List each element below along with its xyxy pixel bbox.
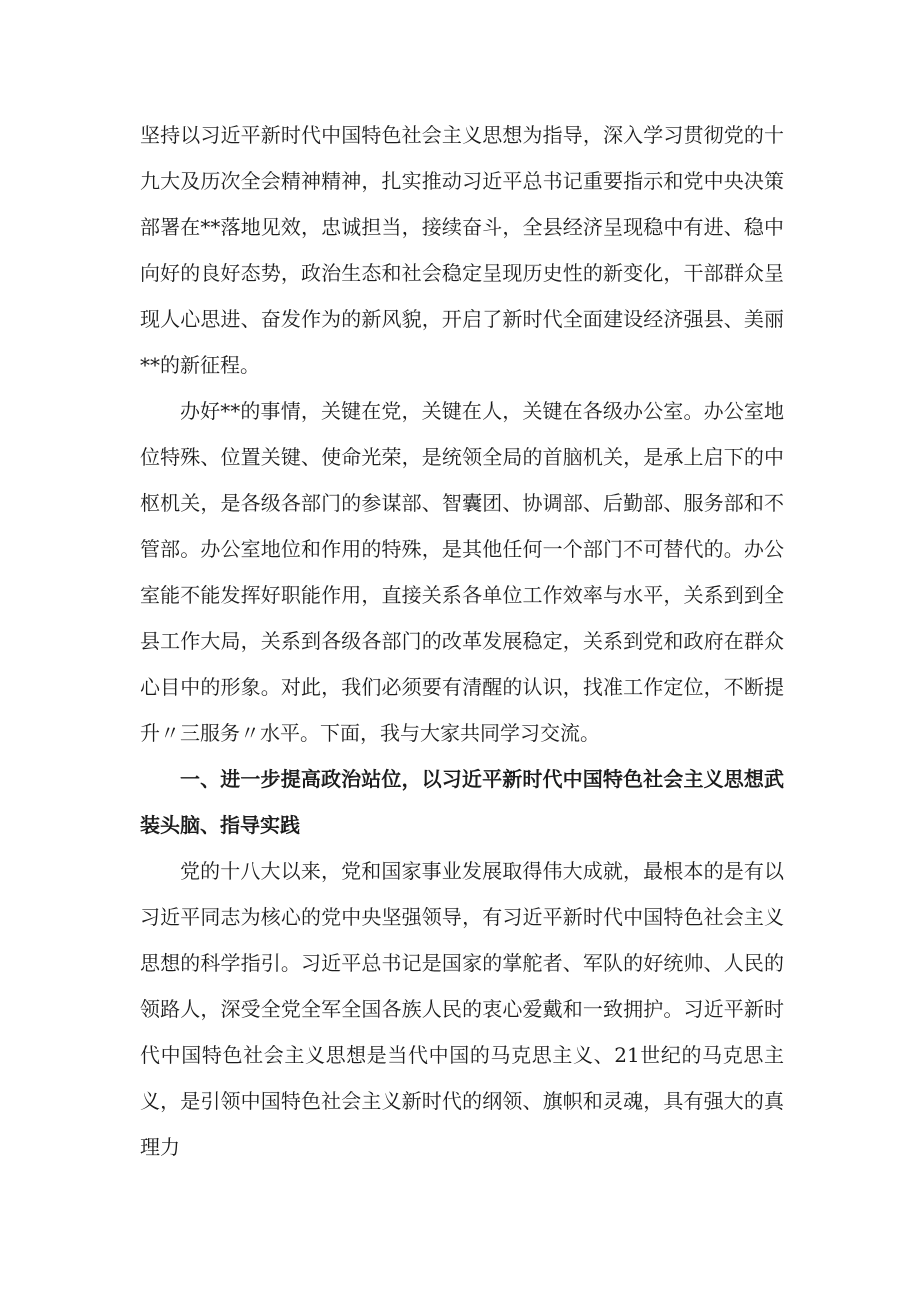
paragraph-intro-continuation: 坚持以习近平新时代中国特色社会主义思想为指导，深入学习贯彻党的十九大及历次全会精神精神，扎实推动习近平总书记重要指示和党中央决策部署在**落地见效，忠诚担当，接续奋斗，全县经济呈现稳中有进、稳中向好的良好态势，政治生态和社会稳定呈现历史性的新变化，干部群众呈现人心思进、奋发作为的新风貌，开启了新时代全面建设经济强县、美丽**的新征程。 [140, 123, 784, 377]
document-body [140, 112, 784, 1170]
paragraph-section-1-body: 党的十八大以来，党和国家事业发展取得伟大成就，最根本的是有以习近平同志为核心的党中央坚强领导，有习近平新时代中国特色社会主义思想的科学指引。习近平总书记是国家的掌舵者、军队的好统帅、人民的领路人，深受全党全军全国各族人民的衷心爱戴和一致拥护。习近平新时代中国特色社会主义思想是当代中国的马克思主义、21世纪的马克思主义，是引领中国特色社会主义新时代的纲领、旗帜和灵魂，具有强大的真理力 [140, 859, 784, 1159]
paragraph-office-role: 办好**的事情，关键在党，关键在人，关键在各级办公室。办公室地位特殊、位置关键、使命光荣，是统领全局的首脑机关，是承上启下的中枢机关，是各级各部门的参谋部、智囊团、协调部、后勤部、服务部和不管部。办公室地位和作用的特殊，是其他任何一个部门不可替代的。办公室能不能发挥好职能作用，直接关系各单位工作效率与水平，关系到到全县工作大局，关系到各级各部门的改革发展稳定，关系到党和政府在群众心目中的形象。对此，我们必须要有清醒的认识，找准工作定位，不断提升〃三服务〃水平。下面，我与大家共同学习交流。 [140, 399, 784, 745]
section-heading-1: 一、进一步提高政治站位，以习近平新时代中国特色社会主义思想武装头脑、指导实践 [140, 767, 784, 837]
